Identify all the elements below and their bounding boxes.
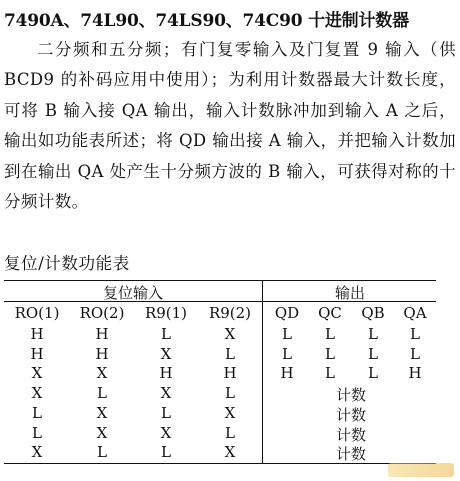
table-cell: L — [368, 364, 378, 383]
table-cell: L — [161, 443, 171, 462]
header-ro1: RO(1) — [14, 304, 60, 322]
table-cell: L — [225, 384, 235, 403]
header-qd: QD — [274, 304, 300, 322]
table-cell: X — [160, 384, 172, 403]
header-r92: R9(2) — [208, 304, 252, 322]
table-cell: L — [325, 364, 335, 383]
table-cell-count: 计数 — [335, 425, 366, 444]
table-cell: X — [160, 344, 172, 363]
table-cell: X — [224, 325, 236, 343]
function-table — [4, 280, 436, 464]
table-cell: L — [325, 344, 335, 363]
table-cell: L — [368, 344, 378, 363]
table-cell: L — [410, 325, 420, 343]
table-cell: L — [32, 403, 42, 422]
table-caption: 复位/计数功能表 — [4, 254, 130, 273]
table-cell: H — [223, 364, 237, 383]
table-cell: H — [280, 364, 294, 383]
table-cell: X — [31, 364, 43, 383]
table-cell: X — [160, 423, 172, 442]
page-title: 7490A、74L90、74LS90、74C90 十进制计数器 — [4, 11, 409, 31]
table-cell: L — [97, 384, 107, 403]
table-cell: H — [95, 325, 109, 343]
table-cell: H — [30, 325, 44, 343]
description-paragraph: 二分频和五分频；有门复零输入及门复置 9 输入（供 BCD9 的补码应用中使用）；为利用计数器最大计数长度，可将 B 输入接 QA 输出，输入计数脉冲加到输入 A 之后，输出如功能表所述；将 QD 输出接 A 输入，并把输入计数加到在输出 QA 处产生十分频方波的 B 输入，可获得对称的十分频计数。 — [4, 40, 456, 212]
table-cell: H — [159, 364, 173, 383]
table-cell: L — [282, 344, 292, 363]
header-qc: QC — [318, 304, 342, 322]
table-cell: L — [225, 423, 235, 442]
table-cell: L — [161, 403, 171, 422]
table-cell: L — [225, 344, 235, 363]
table-cell: L — [410, 344, 420, 363]
table-cell: H — [30, 344, 44, 363]
table-cell: L — [368, 325, 378, 343]
header-qb: QB — [361, 304, 385, 322]
table-cell: X — [31, 384, 43, 403]
table-cell: X — [96, 364, 108, 383]
table-cell: H — [408, 364, 422, 383]
table-cell: X — [96, 423, 108, 442]
header-qa: QA — [403, 304, 427, 322]
header-ro2: RO(2) — [79, 304, 125, 322]
table-cell: L — [325, 325, 335, 343]
table-cell-count: 计数 — [335, 405, 366, 424]
table-cell: X — [96, 403, 108, 422]
input-group-header: 复位输入 — [102, 284, 163, 302]
table-cell-count: 计数 — [335, 386, 366, 405]
output-group-header: 输出 — [334, 284, 365, 302]
table-cell: L — [282, 325, 292, 343]
table-cell-count: 计数 — [335, 445, 366, 464]
table-cell: L — [32, 423, 42, 442]
table-cell: L — [97, 443, 107, 462]
table-cell: X — [224, 403, 236, 422]
table-cell: L — [161, 325, 171, 343]
table-cell: X — [31, 443, 43, 462]
watermark-logo — [388, 463, 454, 477]
header-r91: R9(1) — [144, 304, 188, 322]
table-cell: H — [95, 344, 109, 363]
column-divider — [262, 281, 263, 463]
table-cell: X — [224, 443, 236, 462]
